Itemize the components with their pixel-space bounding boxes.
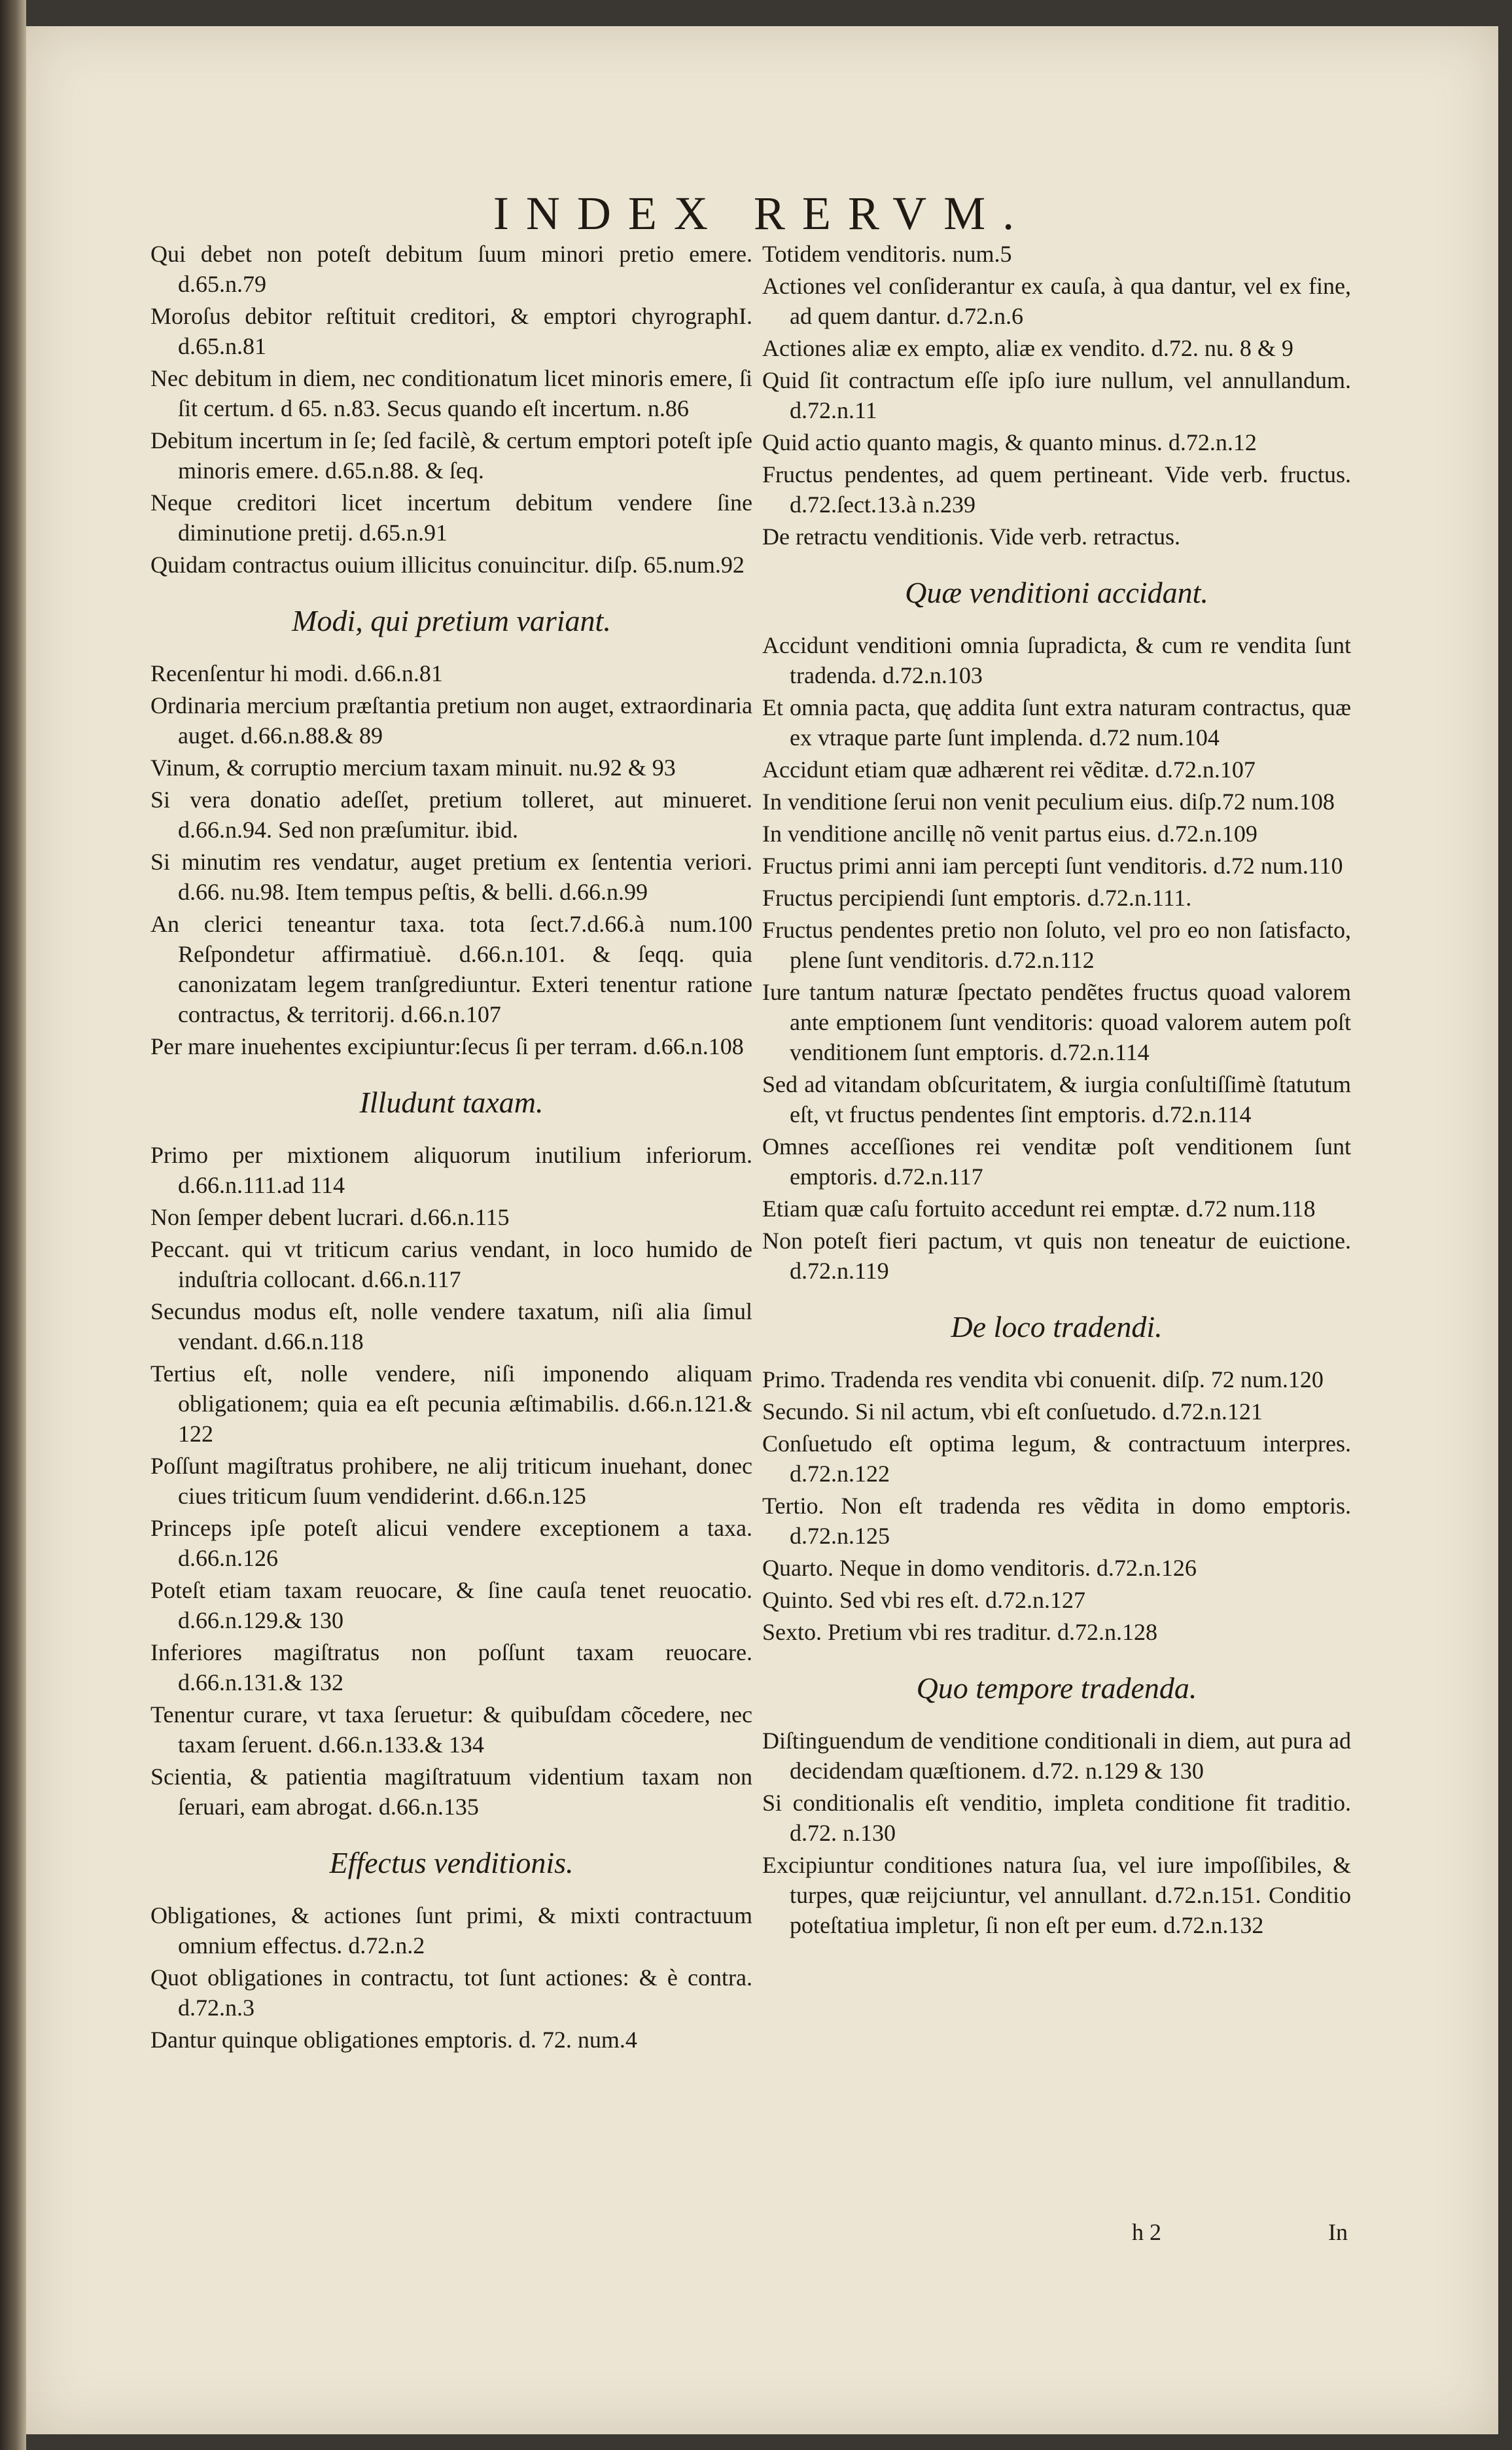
index-entry: Nec debitum in diem, nec conditionatum licet minoris emere, ſi ſit certum. d 65. n.83. Secus quando eſt incertum. n.86	[150, 365, 752, 421]
index-entry: Fructus primi anni iam percepti ſunt venditoris. d.72 num.110	[762, 853, 1343, 879]
index-entry: An clerici teneantur taxa. tota ſect.7.d.66.à num.100 Reſpondetur affirmatiuè. d.66.n.101. & ſeqq. quia canonizatam legem tranſgrediuntur. Exteri tenentur ratione contractus, & territorij. d.66.n.107	[150, 911, 752, 1027]
index-entry: Primo. Tradenda res vendita vbi conuenit. diſp. 72 num.120	[762, 1366, 1324, 1393]
index-entry: Primo per mixtionem aliquorum inutilium inferiorum. d.66.n.111.ad 114	[150, 1142, 752, 1198]
index-entry: In venditione ancillę nõ venit partus eius. d.72.n.109	[762, 821, 1257, 847]
index-entry: Excipiuntur conditiones natura ſua, vel iure impoſſibiles, & turpes, quæ reijciuntur, vel annullant. d.72.n.151. Conditio poteſtatiua impletur, ſi non eſt per eum. d.72.n.132	[762, 1852, 1351, 1938]
section-heading-modi: Modi, qui pretium variant.	[292, 604, 611, 637]
index-entry: Scientia, & patientia magiſtratuum videntium taxam non ſeruari, eam abrogat. d.66.n.135	[150, 1764, 752, 1820]
document-page	[26, 26, 1498, 2434]
index-entry: Quidam contractus ouium illicitus conuincitur. diſp. 65.num.92	[150, 552, 745, 578]
index-entry: Debitum incertum in ſe; ſed facilè, & certum emptori poteſt ipſe minoris emere. d.65.n.88. & ſeq.	[150, 427, 752, 484]
index-entry: Neque creditori licet incertum debitum vendere ſine diminutione pretij. d.65.n.91	[150, 489, 752, 546]
section-heading-tempore: Quo tempore tradenda.	[916, 1671, 1197, 1705]
section-heading-loco: De loco tradendi.	[951, 1310, 1163, 1343]
book-spine-edge	[0, 0, 26, 2450]
index-entry: Quarto. Neque in domo venditoris. d.72.n.126	[762, 1555, 1197, 1581]
page-title: INDEX RERVM.	[493, 187, 1032, 240]
index-entry: Accidunt venditioni omnia ſupradicta, & cum re vendita ſunt tradenda. d.72.n.103	[762, 632, 1351, 688]
index-entry: Quid actio quanto magis, & quanto minus. d.72.n.12	[762, 429, 1257, 455]
index-entry: De retractu venditionis. Vide verb. retractus.	[762, 524, 1180, 550]
index-entry: Actiones aliæ ex empto, aliæ ex vendito. d.72. nu. 8 & 9	[762, 335, 1293, 361]
index-entry: Vinum, & corruptio mercium taxam minuit. nu.92 & 93	[150, 755, 676, 781]
left-column	[150, 239, 752, 2057]
intro-entries-left	[150, 239, 752, 580]
index-entry: Quid ſit contractum eſſe ipſo iure nullum, vel annullandum. d.72.n.11	[762, 367, 1351, 423]
index-entry: Qui debet non poteſt debitum ſuum minori pretio emere. d.65.n.79	[150, 241, 752, 297]
intro-entries-right	[762, 239, 1351, 552]
index-entry: Fructus pendentes, ad quem pertineant. Vide verb. fructus. d.72.ſect.13.à n.239	[762, 461, 1351, 518]
signature-mark: h 2	[1132, 2219, 1161, 2245]
index-entry: Sed ad vitandam obſcuritatem, & iurgia conſultiſſimè ſtatutum eſt, vt fructus pendentes ſint emptoris. d.72.n.114	[762, 1071, 1351, 1127]
index-entry: In venditione ſerui non venit peculium eius. diſp.72 num.108	[762, 789, 1335, 815]
index-entry: Accidunt etiam quæ adhærent rei vẽditæ. d.72.n.107	[762, 756, 1256, 783]
index-entry: Totidem venditoris. num.5	[762, 241, 1012, 267]
index-entry: Moroſus debitor reſtituit creditori, & emptori chyrographI. d.65.n.81	[150, 303, 752, 359]
index-entry: Omnes acceſſiones rei venditæ poſt venditionem ſunt emptoris. d.72.n.117	[762, 1133, 1351, 1190]
index-entry: Etiam quæ caſu fortuito accedunt rei emptæ. d.72 num.118	[762, 1196, 1316, 1222]
index-entry: Et omnia pacta, quę addita ſunt extra naturam contractus, quæ ex vtraque parte ſunt implenda. d.72 num.104	[762, 694, 1351, 751]
index-entry: Tertio. Non eſt tradenda res vẽdita in domo emptoris. d.72.n.125	[762, 1493, 1351, 1549]
index-entry: Secundus modus eſt, nolle vendere taxatum, niſi alia ſimul vendant. d.66.n.118	[150, 1298, 752, 1355]
section-heading-accidant: Quæ venditioni accidant.	[905, 576, 1208, 609]
section-heading-effectus: Effectus venditionis.	[329, 1846, 574, 1879]
index-entry: Per mare inuehentes excipiuntur:ſecus ſi per terram. d.66.n.108	[150, 1033, 744, 1059]
index-entry: Inferiores magiſtratus non poſſunt taxam reuocare. d.66.n.131.& 132	[150, 1639, 752, 1695]
index-entry: Non ſemper debent lucrari. d.66.n.115	[150, 1204, 510, 1230]
index-entry: Si vera donatio adeſſet, pretium tolleret, aut minueret. d.66.n.94. Sed non præſumitur. ibid.	[150, 787, 752, 843]
index-entry: Fructus pendentes pretio non ſoluto, vel pro eo non ſatisfacto, plene ſunt venditoris. d.72.n.112	[762, 917, 1351, 973]
index-entry: Poſſunt magiſtratus prohibere, ne alij triticum inuehant, donec ciues triticum ſuum vendiderint. d.66.n.125	[150, 1453, 752, 1509]
index-entry: Iure tantum naturæ ſpectato pendẽtes fructus quoad valorem ante emptionem ſunt venditoris: quoad valorem autem poſt venditionem ſunt emptoris. d.72.n.114	[762, 979, 1351, 1065]
index-entry: Peccant. qui vt triticum carius vendant, in loco humido de induſtria collocant. d.66.n.117	[150, 1236, 752, 1292]
index-entry: Non poteſt fieri pactum, vt quis non teneatur de euictione. d.72.n.119	[762, 1228, 1351, 1284]
index-entry: Actiones vel conſiderantur ex cauſa, à qua dantur, vel ex fine, ad quem dantur. d.72.n.6	[762, 273, 1351, 329]
catchword: In	[1328, 2219, 1348, 2245]
page-footer	[1132, 2218, 1348, 2246]
index-entry: Sexto. Pretium vbi res traditur. d.72.n.128	[762, 1619, 1157, 1645]
section-heading-illudunt: Illudunt taxam.	[359, 1086, 544, 1119]
index-entry: Obligationes, & actiones ſunt primi, & mixti contractuum omnium effectus. d.72.n.2	[150, 1902, 752, 1959]
index-entry: Ordinaria mercium præſtantia pretium non auget, extraordinaria auget. d.66.n.88.& 89	[150, 692, 752, 749]
index-entry: Diſtinguendum de venditione conditionali in diem, aut pura ad decidendam quæſtionem. d.72. n.129 & 130	[762, 1728, 1351, 1784]
index-entry: Princeps ipſe poteſt alicui vendere exceptionem a taxa. d.66.n.126	[150, 1515, 752, 1571]
index-entry: Poteſt etiam taxam reuocare, & ſine cauſa tenet reuocatio. d.66.n.129.& 130	[150, 1577, 752, 1633]
index-entry: Si conditionalis eſt venditio, impleta conditione fit traditio. d.72. n.130	[762, 1790, 1351, 1846]
index-entry: Conſuetudo eſt optima legum, & contractuum interpres. d.72.n.122	[762, 1430, 1351, 1487]
index-entry: Recenſentur hi modi. d.66.n.81	[150, 660, 443, 686]
index-entry: Fructus percipiendi ſunt emptoris. d.72.n.111.	[762, 885, 1192, 911]
index-entry: Si minutim res vendatur, auget pretium ex ſententia veriori. d.66. nu.98. Item tempus peſtis, & belli. d.66.n.99	[150, 849, 752, 905]
index-entry: Secundo. Si nil actum, vbi eſt conſuetudo. d.72.n.121	[762, 1398, 1263, 1425]
index-entry: Tertius eſt, nolle vendere, niſi imponendo aliquam obligationem; quia ea eſt pecunia æſtimabilis. d.66.n.121.& 122	[150, 1360, 752, 1447]
index-entry: Tenentur curare, vt taxa ſeruetur: & quibuſdam cõcedere, nec taxam ſeruent. d.66.n.133.& 134	[150, 1701, 752, 1758]
index-entry: Quot obligationes in contractu, tot ſunt actiones: & è contra. d.72.n.3	[150, 1964, 752, 2021]
index-entry: Quinto. Sed vbi res eſt. d.72.n.127	[762, 1587, 1085, 1613]
index-entry: Dantur quinque obligationes emptoris. d. 72. num.4	[150, 2027, 637, 2053]
right-column	[762, 239, 1351, 1942]
